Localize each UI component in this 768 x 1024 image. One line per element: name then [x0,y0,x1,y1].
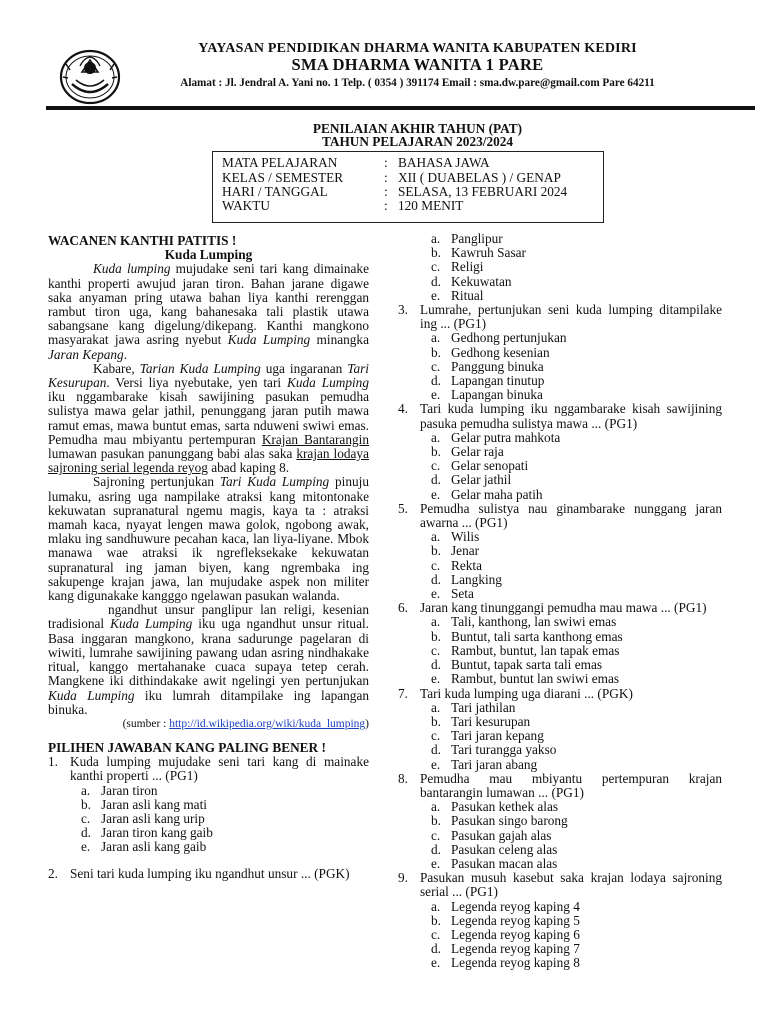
option-letter: e. [431,671,441,687]
answer-option[interactable] [398,956,722,970]
italic-text: Kuda Lumping [110,616,193,632]
answer-option[interactable] [398,559,722,573]
answer-option[interactable] [398,374,722,388]
question-prompt: Pemudha sulistya nau ginambarake nunggang jaran awarna ... (PG1) [420,500,722,531]
reading-source [48,718,369,731]
option-text: Tari jathilan [451,699,516,715]
answer-option[interactable] [398,388,722,402]
school-address: Alamat : Jl. Jendral A. Yani no. 1 Telp. ( 0354 ) 391174 Email : sma.dw.pare@gmail.com Pare 64211 [180,77,655,89]
question-number: 5. [398,500,408,516]
italic-text: Tarian Kuda Lumping [139,360,261,376]
answer-option[interactable] [48,840,369,854]
question-text [398,303,722,331]
option-text: Legenda reyog kaping 8 [451,955,580,971]
info-value: 120 MENIT [398,198,464,213]
exam-name: PENILAIAN AKHIR TAHUN (PAT) [312,121,523,136]
question-prompt: Tari kuda lumping uga diarani ... (PGK) [420,685,633,701]
answer-option[interactable] [398,729,722,743]
option-letter: b. [431,344,441,360]
answer-option[interactable] [398,800,722,814]
option-text: Legenda reyog kaping 4 [451,898,580,914]
option-text: Buntut, tali sarta kanthong emas [451,628,623,644]
answer-option[interactable] [398,275,722,289]
answer-option[interactable] [398,488,722,502]
option-letter: b. [81,796,91,812]
info-row [222,156,602,170]
school-name: SMA DHARMA WANITA 1 PARE [291,55,544,74]
question-text [398,502,722,530]
answer-option[interactable] [398,857,722,871]
text-run: pinuju lumaku, asring uga nampilake atraksi kang mitontonake kekuwatan supranatural ngemu magis, kaya ta : atraksi mamah kaca, nyayat lengen mawa golok, ngobong awak, mlaku ing sandhuwure pecahan kaca, lan liya-liyane. Mbok manawa wae atraksi ik ngrefleksekake kekuwatan supranatural ing jaman biyen, kang ngrembaka ing sakupenge krajan jawa, lan mujudake aspek non militer kang digunakake kangggo ngelawan pasukan walanda. [48,474,369,604]
option-letter: c. [431,926,441,942]
answer-option[interactable] [398,701,722,715]
option-letter: b. [431,444,441,460]
italic-text: Kuda Lumping [227,332,311,348]
answer-option[interactable] [398,431,722,445]
option-text: Rambut, buntut, lan tapak emas [451,642,620,658]
option-text: Gedhong kesenian [451,344,550,360]
option-text: Lapangan binuka [451,387,543,403]
answer-option[interactable] [398,573,722,587]
answer-option[interactable] [398,331,722,345]
option-text: Seta [451,586,474,602]
answer-option[interactable] [48,826,369,840]
option-letter: a. [431,231,441,246]
option-text: Jaran tiron kang gaib [101,825,213,841]
option-letter: a. [81,782,91,798]
answer-option[interactable] [398,843,722,857]
info-colon: : [384,170,388,185]
option-letter: a. [431,799,441,815]
info-row [222,199,602,213]
text-run: Sajroning pertunjukan [93,474,220,490]
italic-text: Jaran Kepang [48,346,124,362]
answer-option[interactable] [398,360,722,374]
question [398,687,722,772]
info-value: XII ( DUABELAS ) / GENAP [398,170,561,185]
question [398,402,722,501]
underlined-text: krajan lodaya sajroning serial legenda reyog [48,446,369,476]
option-text: Buntut, tapak sarta tali emas [451,657,603,673]
answer-option[interactable] [398,232,722,246]
text-run: iku lumrah ditampilake ing lapangan binuka. [48,687,369,717]
answer-option[interactable] [48,784,369,798]
reading-heading: WACANEN KANTHI PATITIS ! [48,233,237,248]
option-letter: d. [431,273,441,289]
option-text: Lapangan tinutup [451,373,545,389]
info-colon: : [384,184,388,199]
question-text [48,755,369,783]
reading-paragraph [48,262,369,361]
question [48,867,369,881]
option-letter: d. [431,571,441,587]
questions-left [48,755,369,881]
answer-option[interactable] [398,814,722,828]
header-divider [46,106,755,110]
question [398,502,722,601]
option-text: Tari jaran abang [451,756,538,772]
question-number: 2. [48,865,58,881]
option-letter: a. [431,429,441,445]
option-text: Kawruh Sasar [451,245,526,261]
question-prompt: Seni tari kuda lumping iku ngandhut unsur ... (PGK) [70,865,350,881]
source-prefix: (sumber : [122,717,170,730]
question-number: 6. [398,600,408,616]
option-text: Jenar [451,543,480,559]
reading-paragraph [48,475,369,603]
exam-info-box [212,151,604,223]
answer-option[interactable] [398,658,722,672]
option-letter: e. [431,855,441,871]
option-letter: e. [431,287,441,303]
foundation-name: YAYASAN PENDIDIKAN DHARMA WANITA KABUPATEN KEDIRI [198,41,637,56]
question-number: 4. [398,401,408,417]
underlined-text: Krajan Bantarangin [261,431,369,447]
option-text: Panggung binuka [451,358,544,374]
text-run: minangka [310,332,369,348]
option-letter: d. [431,657,441,673]
option-letter: c. [431,642,441,658]
left-column [48,234,369,881]
option-letter: c. [431,827,441,843]
question-prompt: Kuda lumping mujudake seni tari kang di mainake kanthi properti ... (PG1) [70,754,369,784]
option-letter: a. [431,614,441,630]
italic-text: Kuda Lumping [48,687,135,703]
info-label: MATA PELAJARAN [222,155,338,170]
option-text: Pasukan kethek alas [451,799,559,815]
question-number: 7. [398,685,408,701]
option-letter: d. [431,742,441,758]
answer-option[interactable] [398,900,722,914]
reading-title: Kuda Lumping [164,247,253,263]
option-text: Gelar raja [451,444,504,460]
option-letter: b. [431,245,441,261]
option-text: Jaran asli kang urip [101,810,205,826]
option-letter: c. [431,358,441,374]
reading-paragraph [48,362,369,476]
text-run: uga ingaranan [260,360,348,376]
question-number: 1. [48,754,58,770]
answer-option[interactable] [398,473,722,487]
answer-option[interactable] [398,743,722,757]
school-logo [58,48,122,106]
option-text: Legenda reyog kaping 5 [451,912,580,928]
option-letter: c. [431,728,441,744]
option-letter: a. [431,699,441,715]
answer-option[interactable] [398,260,722,274]
question-prompt: Jaran kang tinunggangi pemudha mau mawa ... (PG1) [420,600,707,616]
answer-option[interactable] [398,630,722,644]
option-letter: a. [431,330,441,346]
info-value: SELASA, 13 FEBRUARI 2024 [398,184,568,199]
option-text: Ritual [451,287,484,303]
info-value: BAHASA JAWA [398,155,490,170]
answer-option[interactable] [398,530,722,544]
source-suffix: ) [365,717,369,730]
option-letter: e. [431,955,441,971]
option-letter: a. [431,898,441,914]
answer-option[interactable] [48,798,369,812]
answer-option[interactable] [398,928,722,942]
answer-option[interactable] [398,246,722,260]
question-text [398,402,722,430]
question-text [398,871,722,899]
option-text: Gelar jathil [451,472,512,488]
text-run: iku nggambarake kisah sawijining pasukan pemudha sulistya mawa gelar jathil, penunggang jaran putih mawa ramut emas, mawa buntut emas, sarta nduweni swiwi emas. Pemudha mau mbiyantu pertempuran [48,389,369,447]
question-prompt: Lumrahe, pertunjukan seni kuda lumping ditampilake ing ... (PG1) [420,302,722,332]
italic-text: Kuda lumping [93,261,171,277]
option-letter: b. [431,628,441,644]
info-label: KELAS / SEMESTER [222,170,344,185]
option-text: Pasukan singo barong [451,813,568,829]
question-prompt: Pasukan musuh kasebut saka krajan lodaya sajroning serial ... (PG1) [420,870,722,900]
question-number: 8. [398,770,408,786]
option-letter: e. [431,756,441,772]
question [398,601,722,686]
option-letter: e. [431,387,441,403]
questions-right [398,303,722,971]
instructions: PILIHEN JAWABAN KANG PALING BENER ! [48,739,326,755]
option-text: Gelar maha patih [451,486,543,502]
answer-option[interactable] [398,544,722,558]
answer-option[interactable] [398,758,722,772]
question-text [398,772,722,800]
option-text: Rekta [451,557,483,573]
option-text: Pasukan gajah alas [451,827,552,843]
italic-text: Tari Kuda Lumping [219,474,330,490]
option-letter: d. [431,472,441,488]
info-label: HARI / TANGGAL [222,184,328,199]
option-text: Legenda reyog kaping 6 [451,926,580,942]
italic-text: Tari Kesurupan [48,360,369,391]
dharma-wanita-logo-icon [58,48,122,106]
option-text: Tali, kanthong, lan swiwi emas [451,614,617,630]
option-letter: b. [431,813,441,829]
answer-option[interactable] [398,829,722,843]
info-colon: : [384,198,388,213]
question [398,871,722,970]
option-text: Kekuwatan [451,273,512,289]
question-prompt: Pemudha mau mbiyantu pertempuran krajan bantarangin lumawan ... (PG1) [420,770,722,800]
option-text: Religi [451,259,484,275]
option-letter: c. [81,810,91,826]
right-column [398,232,722,971]
text-run: abad kaping 8. [207,460,290,476]
option-text: Wilis [451,529,480,545]
question-text [48,867,369,881]
question-number: 3. [398,302,408,318]
question [48,755,369,866]
option-letter: d. [81,825,91,841]
exam-year: TAHUN PELAJARAN 2023/2024 [321,134,514,149]
info-colon: : [384,155,388,170]
option-letter: d. [431,373,441,389]
option-text: Gelar senopati [451,458,529,474]
option-letter: c. [431,259,441,275]
q2-options [398,232,722,303]
question [398,772,722,871]
option-text: Pasukan macan alas [451,855,558,871]
text-run: ngandhut unsur panglipur lan religi, kesenian tradisional [48,602,369,632]
option-letter: b. [431,713,441,729]
question-number: 9. [398,870,408,886]
option-letter: d. [431,941,441,957]
text-run: . Versi liya nyebutake, yen tari [106,375,287,391]
text-run: . [123,346,128,362]
option-text: Gedhong pertunjukan [451,330,567,346]
answer-option[interactable] [398,914,722,928]
answer-option[interactable] [398,615,722,629]
text-run: Kabare, [93,360,140,376]
option-letter: e. [431,586,441,602]
answer-option[interactable] [48,812,369,826]
question [398,303,722,402]
info-row [222,185,602,199]
option-text: Gelar putra mahkota [451,429,561,445]
answer-option[interactable] [398,715,722,729]
option-letter: c. [431,557,441,573]
answer-option[interactable] [398,587,722,601]
answer-option[interactable] [398,346,722,360]
option-letter: d. [431,841,441,857]
text-run: lumawan pasukan panunggang babi alas saka [48,446,297,462]
question-prompt: Tari kuda lumping iku nggambarake kisah sawijining pasuka pemudha sulistya mawa ... (PG1) [420,401,722,431]
text-run: iku uga ngandhut unsur ritual. Basa inggaran mangkono, krana sadurunge pagelaran di wiwiti, lumrahe sawijining pawang udan asring nindhakake ritual, kanggo mertahanake cuaca supaya tetep cerah. Mangkene iki dithindakake awit ngelingi yen pertunjukan [48,616,369,689]
option-text: Jaran asli kang gaib [101,839,207,855]
answer-option[interactable] [398,672,722,686]
option-text: Legenda reyog kaping 7 [451,941,580,957]
italic-text: Kuda Lumping [286,375,369,391]
option-text: Rambut, buntut lan swiwi emas [451,671,620,687]
answer-option[interactable] [398,289,722,303]
answer-option[interactable] [398,644,722,658]
option-letter: b. [431,543,441,559]
question-text [398,601,722,615]
exam-title [130,122,705,148]
option-letter: b. [431,912,441,928]
option-text: Jaran asli kang mati [101,796,207,812]
info-row [222,171,602,185]
option-text: Langking [451,571,502,587]
option-letter: e. [81,839,91,855]
info-label: WAKTU [222,198,271,213]
option-letter: c. [431,458,441,474]
option-text: Panglipur [451,231,503,246]
option-text: Tari turangga yakso [451,742,557,758]
option-text: Jaran tiron [101,782,158,798]
option-text: Tari kesurupan [451,713,531,729]
text-run: mujudake seni tari kang dimainake kanthi properti awujud jaran tiron. Bahan jarane digawe saka anyaman pring utawa bahan liya kanthi rerenggan rambut tiron uga, kang bahanesaka tali plastik utawa sabangsane kang digelung/dikepang. Kanthi mangkono masyarakat jawa asring nyebut [48,261,369,348]
option-text: Tari jaran kepang [451,728,544,744]
reading-paragraph [48,603,369,717]
answer-option[interactable] [398,459,722,473]
answer-option[interactable] [398,445,722,459]
question-text [398,687,722,701]
option-text: Pasukan celeng alas [451,841,558,857]
answer-option[interactable] [398,942,722,956]
source-link[interactable]: http://id.wikipedia.org/wiki/kuda_lumping [169,717,366,730]
option-letter: e. [431,486,441,502]
option-letter: a. [431,529,441,545]
